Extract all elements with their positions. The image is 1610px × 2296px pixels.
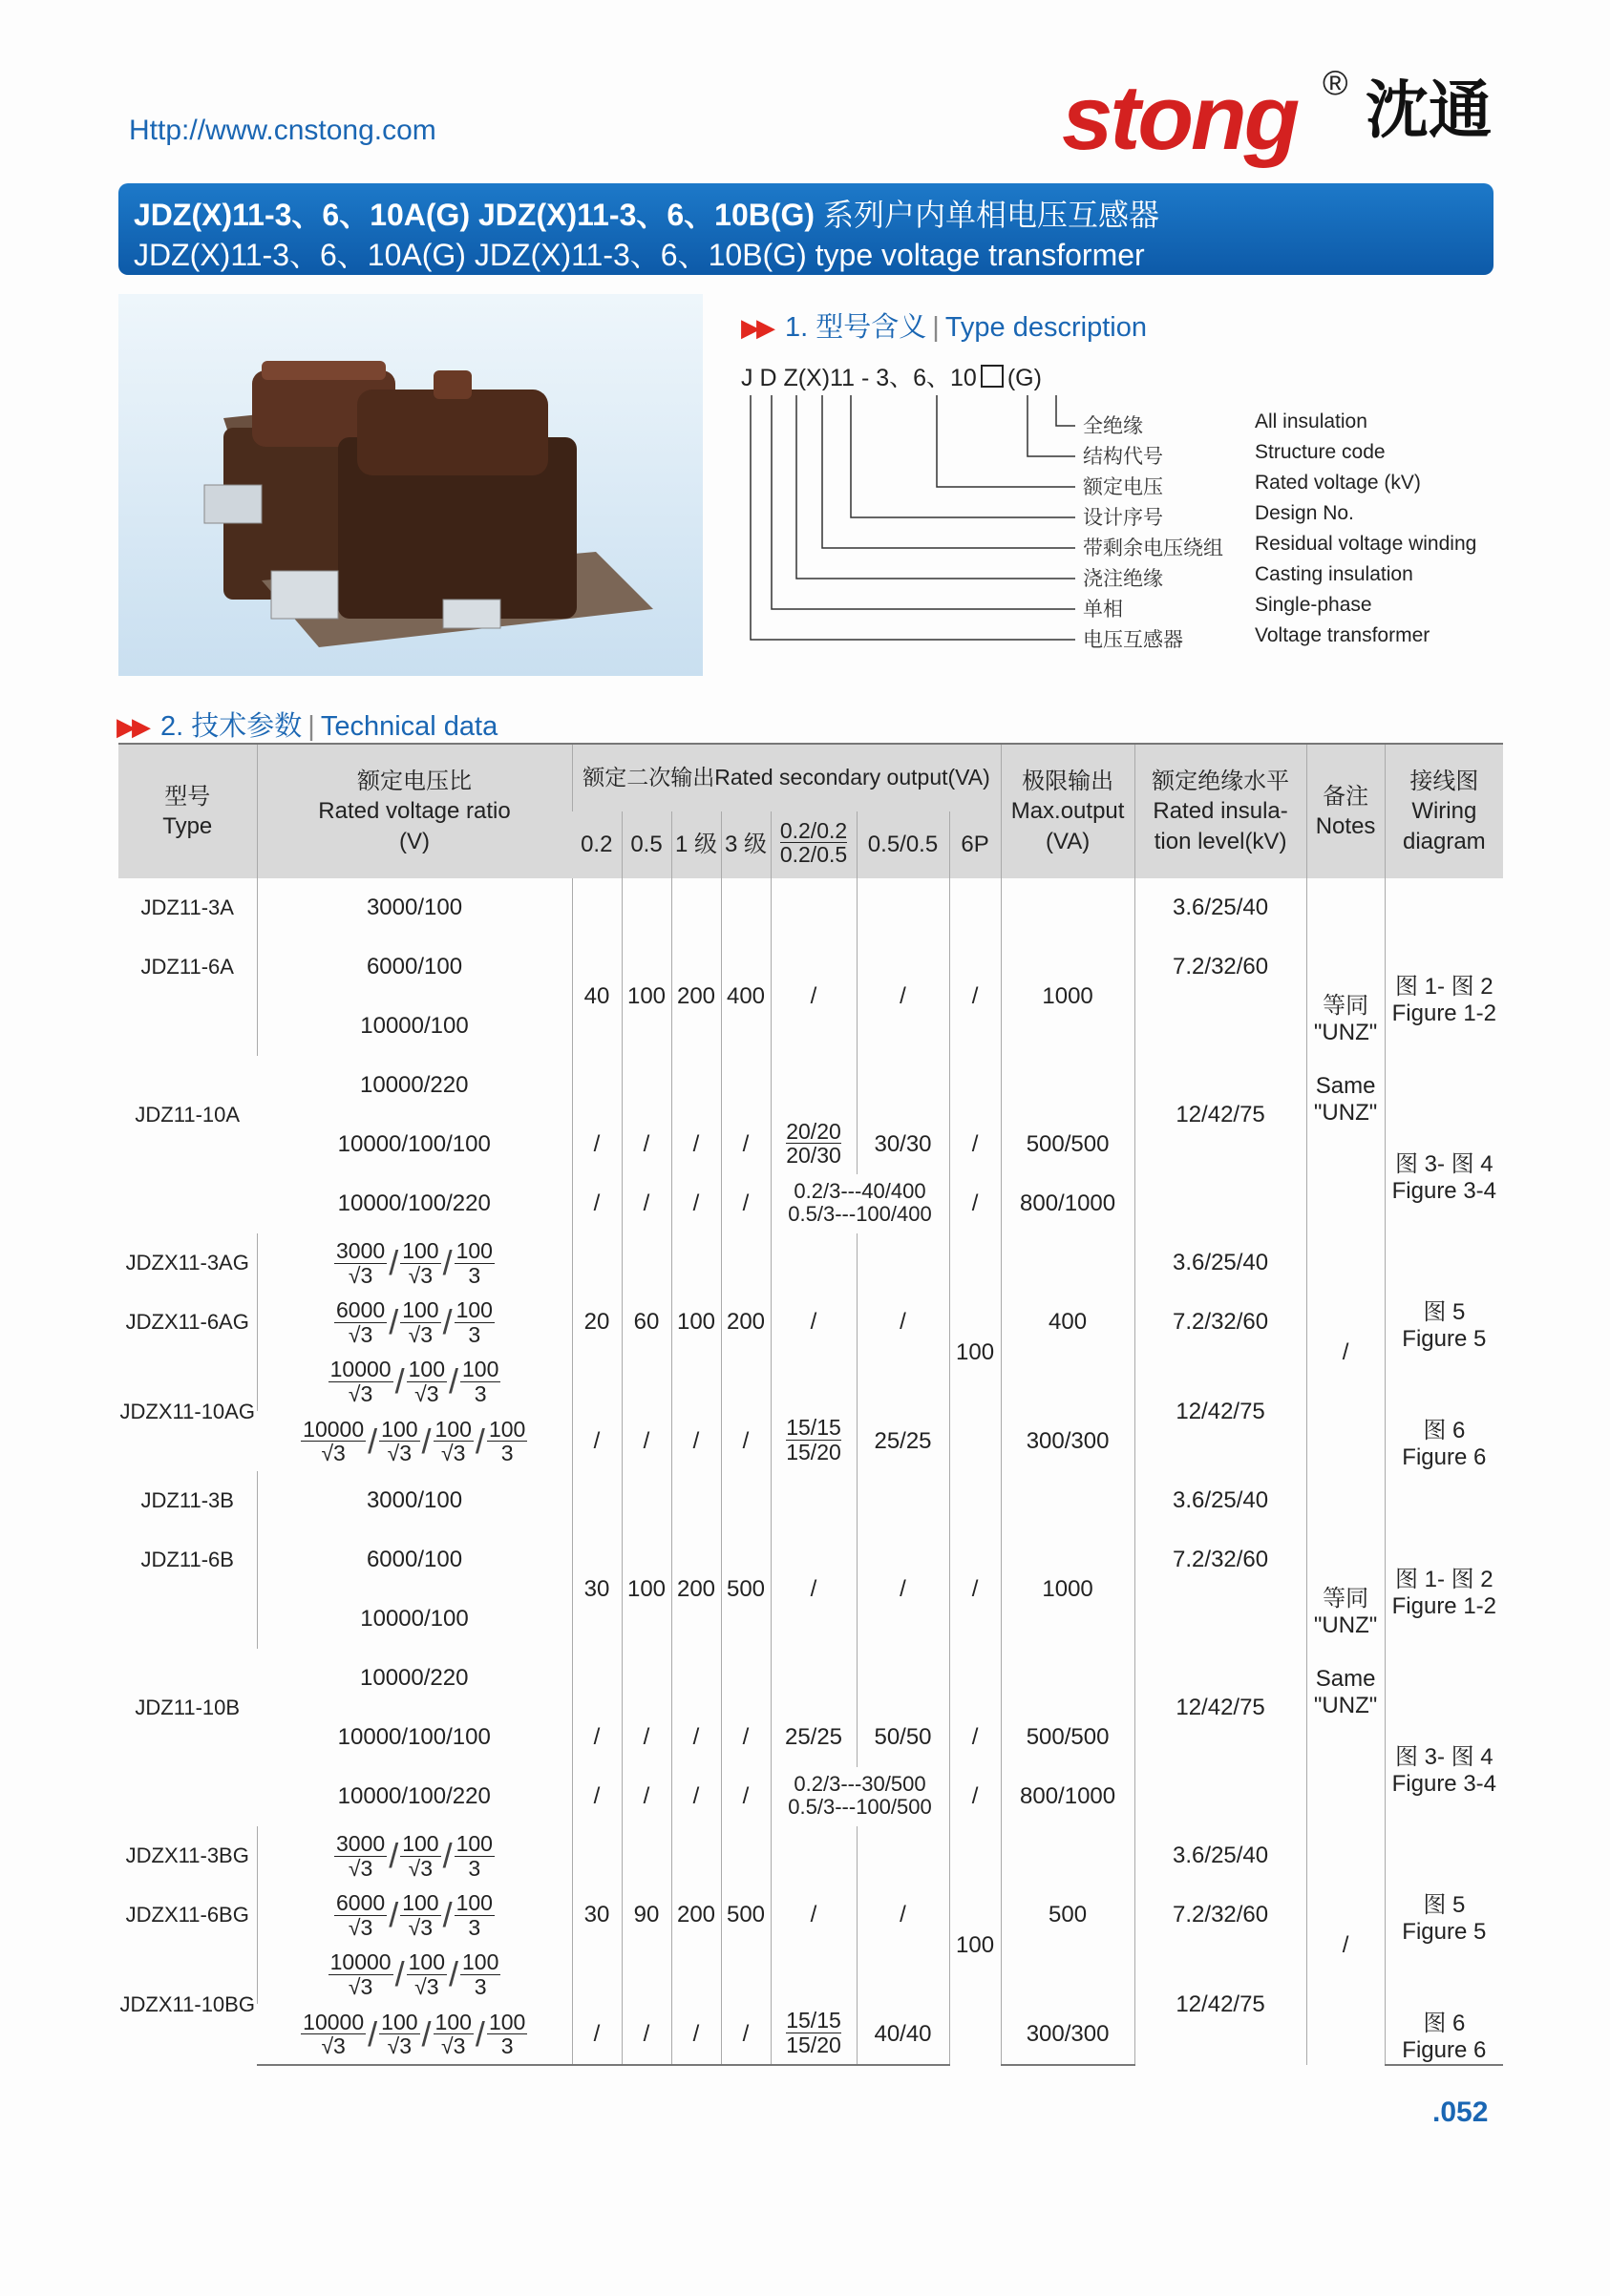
type-desc-cn: 额定电压 <box>1083 476 1163 498</box>
max-output: 300/300 <box>1001 2004 1134 2065</box>
ratio-fraction-primary: $\frac{10000}{√3}$ <box>303 2009 365 2058</box>
type-desc-en: Structure code <box>1255 441 1386 463</box>
fraction-slash: / <box>442 1243 453 1282</box>
ratio-fraction-over-3: $\frac{100}{3}$ <box>455 1297 493 1347</box>
notes-cell: / <box>1306 1826 1385 2065</box>
ratio-fraction-secondary: $\frac{100}{√3}$ <box>402 1831 439 1881</box>
type-desc-cn: 设计序号 <box>1083 507 1163 529</box>
ratio-fraction-secondary: $\frac{100}{√3}$ <box>434 1416 472 1465</box>
header-type: 型号 Type <box>118 744 257 878</box>
type-code <box>741 359 1042 393</box>
ratio-cell <box>257 1945 572 2004</box>
empty-slash: / <box>572 1115 622 1174</box>
output-0505: / <box>857 1471 949 1708</box>
type-desc-en: Single-phase <box>1255 594 1372 616</box>
section-title-en: Technical data <box>320 711 498 742</box>
ratio-cell: 10000/100 <box>257 1590 572 1649</box>
ratio-fraction-primary: $\frac{3000}{√3}$ <box>336 1238 386 1288</box>
output-1: 100 <box>671 1233 721 1411</box>
empty-slash: / <box>721 1411 771 1471</box>
ratio-fraction-secondary: $\frac{100}{√3}$ <box>381 2009 418 2058</box>
insulation-cell: 7.2/32/60 <box>1134 937 1306 997</box>
fraction-slash: / <box>394 1361 405 1401</box>
output-0202: 25/25 <box>771 1708 857 1767</box>
insulation-cell: 7.2/32/60 <box>1134 1530 1306 1590</box>
output-02: 40 <box>572 878 622 1115</box>
empty-slash: / <box>671 1174 721 1233</box>
section-technical-data-title <box>117 705 498 744</box>
max-output: 500/500 <box>1001 1708 1134 1767</box>
max-output: 1000 <box>1001 878 1134 1115</box>
notes-cell: 等同 "UNZ" Same "UNZ" <box>1306 1471 1385 1826</box>
ratio-cell: 10000/100/220 <box>337 1190 491 1216</box>
ratio-cell <box>257 1352 572 1411</box>
ratio-fraction-primary: $\frac{3000}{√3}$ <box>336 1831 386 1881</box>
type-cell: JDZX11-6BG <box>125 1903 249 1927</box>
fraction-slash: / <box>448 1361 458 1401</box>
type-desc-en: Design No. <box>1255 502 1354 524</box>
ratio-fraction-over-3: $\frac{100}{3}$ <box>455 1238 493 1288</box>
header-wiring: 接线图 Wiring diagram <box>1385 744 1503 878</box>
ratio-cell <box>257 1411 572 1471</box>
type-cell: JDZX11-3AG <box>125 1251 249 1274</box>
ratio-cell: 10000/220 <box>360 1665 469 1691</box>
max-output: 800/1000 <box>1001 1174 1134 1233</box>
ratio-cell <box>257 1885 572 1945</box>
ratio-fraction-primary: $\frac{6000}{√3}$ <box>336 1890 386 1940</box>
empty-slash: / <box>572 1767 622 1826</box>
table-row <box>118 1826 1503 1885</box>
header-notes: 备注 Notes <box>1306 744 1385 878</box>
output-02: 30 <box>572 1826 622 2004</box>
wiring-cell: 图 3- 图 4 Figure 3-4 <box>1385 1708 1503 1826</box>
empty-slash: / <box>622 2004 671 2065</box>
header-secondary-output: 额定二次输出Rated secondary output(VA) <box>572 744 1001 811</box>
section-number: 2. <box>160 711 184 742</box>
ratio-cell: 10000/100/100 <box>337 1724 491 1750</box>
fraction-slash: / <box>389 1243 399 1282</box>
ratio-cell: 6000/100 <box>257 937 572 997</box>
empty-slash: / <box>622 1708 671 1767</box>
empty-slash: / <box>671 1411 721 1471</box>
insulation-cell: 3.6/25/40 <box>1134 1233 1306 1293</box>
empty-slash: / <box>721 2004 771 2065</box>
table-row <box>118 1471 1503 1530</box>
type-desc-en: Rated voltage (kV) <box>1255 472 1421 494</box>
fraction-slash: / <box>421 2013 432 2054</box>
empty-slash: / <box>671 1708 721 1767</box>
ratio-fraction-over-3: $\frac{100}{3}$ <box>455 1831 493 1881</box>
empty-slash: / <box>721 1708 771 1767</box>
header-class-0505: 0.5/0.5 <box>857 811 949 878</box>
output-0505: / <box>857 1233 949 1411</box>
empty-slash: / <box>721 1115 771 1174</box>
fraction-slash: / <box>448 1954 458 1993</box>
empty-slash: / <box>572 2004 622 2065</box>
ratio-fraction-secondary: $\frac{100}{√3}$ <box>408 1357 445 1406</box>
wiring-cell: 图 5 Figure 5 <box>1385 1826 1503 2004</box>
title-separator: | <box>932 312 940 343</box>
output-05: 100 <box>622 1471 671 1708</box>
empty-slash: / <box>721 1174 771 1233</box>
max-output: 800/1000 <box>1001 1767 1134 1826</box>
ratio-cell <box>257 1233 572 1293</box>
type-cell: JDZX11-10BG <box>119 1992 255 2016</box>
section-number: 1. <box>785 312 809 343</box>
fraction-slash: / <box>389 1302 399 1341</box>
ratio-fraction-primary: $\frac{10000}{√3}$ <box>329 1357 392 1406</box>
output-05: 60 <box>622 1233 671 1411</box>
type-desc-en: Casting insulation <box>1255 563 1413 585</box>
ratio-cell: 10000/220 <box>360 1072 469 1098</box>
insulation-cell: 3.6/25/40 <box>1134 878 1306 937</box>
fraction-slash: / <box>389 1836 399 1875</box>
ratio-fraction-primary: $\frac{10000}{√3}$ <box>329 1949 392 1999</box>
type-code-prefix: J D Z(X)11 - 3、6、10 <box>741 365 977 391</box>
type-desc-en: Residual voltage winding <box>1255 533 1477 555</box>
max-output: 300/300 <box>1001 1411 1134 1471</box>
section-title-en: Type description <box>944 312 1147 343</box>
wiring-cell: 图 3- 图 4 Figure 3-4 <box>1385 1115 1503 1233</box>
insulation-cell: 3.6/25/40 <box>1134 1471 1306 1530</box>
type-cell: JDZX11-10AG <box>119 1399 255 1423</box>
insulation-cell: 12/42/75 <box>1134 997 1306 1233</box>
wiring-cell: 图 6 Figure 6 <box>1385 2004 1503 2065</box>
output-1: 200 <box>671 1471 721 1708</box>
output-6p: 100 <box>949 1826 1001 2065</box>
insulation-cell: 3.6/25/40 <box>1134 1826 1306 1885</box>
output-0202: $\frac{20/20}{20/30}$ <box>771 1115 857 1174</box>
output-6p: 100 <box>949 1233 1001 1471</box>
type-cell: JDZ11-10B <box>135 1696 241 1719</box>
insulation-cell: 12/42/75 <box>1134 1945 1306 2065</box>
header-class-3: 3 级 <box>721 811 771 878</box>
output-0202: / <box>771 1471 857 1708</box>
ratio-cell: 3000/100 <box>257 878 572 937</box>
type-cell: JDZ11-6B <box>140 1548 234 1571</box>
output-3: 500 <box>721 1826 771 2004</box>
ratio-cell: 10000/100/220 <box>337 1783 491 1809</box>
header-ratio: 额定电压比 Rated voltage ratio (V) <box>257 744 572 878</box>
empty-slash: / <box>622 1115 671 1174</box>
ratio-cell: 10000/100/100 <box>337 1131 491 1157</box>
output-0202: / <box>771 878 857 1115</box>
empty-slash: / <box>671 2004 721 2065</box>
max-output: 1000 <box>1001 1471 1134 1708</box>
empty-slash: / <box>572 1411 622 1471</box>
checkbox-square-icon <box>981 365 1004 388</box>
insulation-cell: 12/42/75 <box>1134 1352 1306 1471</box>
type-desc-cn: 浇注绝缘 <box>1083 568 1163 590</box>
wiring-cell: 图 6 Figure 6 <box>1385 1411 1503 1471</box>
output-0505: 30/30 <box>857 1115 949 1174</box>
max-output: 400 <box>1001 1233 1134 1411</box>
double-arrow-icon: ▶▶ <box>741 313 772 342</box>
ratio-fraction-secondary: $\frac{100}{√3}$ <box>381 1416 418 1465</box>
banner-title-cn <box>134 191 1159 235</box>
type-cell: JDZ11-10A <box>135 1103 241 1127</box>
output-6p: / <box>949 1767 1001 1826</box>
ratio-fraction-over-3: $\frac{100}{3}$ <box>488 2009 526 2058</box>
ratio-cell: 3000/100 <box>257 1471 572 1530</box>
fraction-slash: / <box>475 1421 485 1461</box>
ratio-cell <box>257 1293 572 1352</box>
ratio-cell <box>257 2004 572 2065</box>
ratio-fraction-primary: $\frac{6000}{√3}$ <box>336 1297 386 1347</box>
type-desc-cn: 结构代号 <box>1083 446 1163 468</box>
title-banner <box>118 183 1493 275</box>
insulation-cell: 7.2/32/60 <box>1134 1293 1306 1352</box>
wiring-cell: 图 1- 图 2 Figure 1-2 <box>1385 1471 1503 1708</box>
fraction-slash: / <box>389 1895 399 1934</box>
registered-mark: ® <box>1323 63 1348 102</box>
ratio-fraction-secondary: $\frac{100}{√3}$ <box>402 1297 439 1347</box>
empty-slash: / <box>622 1174 671 1233</box>
output-0202: / <box>771 1233 857 1411</box>
fraction-slash: / <box>442 1895 453 1934</box>
technical-data-table <box>118 743 1503 2066</box>
ratio-fraction-over-3: $\frac{100}{3}$ <box>462 1357 499 1406</box>
output-02: 30 <box>572 1471 622 1708</box>
wiring-cell: 图 1- 图 2 Figure 1-2 <box>1385 878 1503 1115</box>
type-code-leader-lines <box>741 390 1094 649</box>
empty-slash: / <box>721 1767 771 1826</box>
empty-slash: / <box>622 1411 671 1471</box>
type-code-suffix: (G) <box>1006 365 1042 391</box>
output-1: 200 <box>671 878 721 1115</box>
type-desc-cn: 单相 <box>1083 599 1123 621</box>
brand-logo-chinese: 沈通 <box>1366 74 1492 145</box>
section-type-description-title <box>741 305 1147 345</box>
type-cell: JDZ11-3A <box>140 895 234 919</box>
banner-title-en: JDZ(X)11-3、6、10A(G) JDZ(X)11-3、6、10B(G) type voltage transformer <box>134 238 1145 272</box>
header-class-1: 1 级 <box>671 811 721 878</box>
insulation-cell: 7.2/32/60 <box>1134 1885 1306 1945</box>
output-combined: 0.2/3---30/500 0.5/3---100/500 <box>771 1767 949 1826</box>
brand-logo: stong <box>1062 67 1298 169</box>
header-class-05: 0.5 <box>622 811 671 878</box>
output-0505: 50/50 <box>857 1708 949 1767</box>
output-1: 200 <box>671 1826 721 2004</box>
type-cell: JDZ11-6A <box>140 955 234 979</box>
output-3: 200 <box>721 1233 771 1411</box>
output-05: 90 <box>622 1826 671 2004</box>
output-0202: $\frac{15/15}{15/20}$ <box>771 1411 857 1471</box>
output-05: 100 <box>622 878 671 1115</box>
banner-title-models: JDZ(X)11-3、6、10A(G) JDZ(X)11-3、6、10B(G) <box>134 198 816 232</box>
output-0505: 25/25 <box>857 1411 949 1471</box>
ratio-cell <box>257 1826 572 1885</box>
ratio-fraction-secondary: $\frac{100}{√3}$ <box>402 1238 439 1288</box>
wiring-cell: 图 5 Figure 5 <box>1385 1233 1503 1411</box>
ratio-fraction-secondary: $\frac{100}{√3}$ <box>434 2009 472 2058</box>
table-row <box>118 1233 1503 1293</box>
type-desc-en: Voltage transformer <box>1255 624 1430 646</box>
empty-slash: / <box>671 1767 721 1826</box>
header-class-02: 0.2 <box>572 811 622 878</box>
fraction-slash: / <box>368 1421 378 1461</box>
notes-cell: 等同 "UNZ" Same "UNZ" <box>1306 878 1385 1233</box>
header-class-0202: $\frac{0.2/0.2}{0.2/0.5}$ <box>771 811 857 878</box>
fraction-slash: / <box>442 1302 453 1341</box>
output-0505: / <box>857 1826 949 2004</box>
ratio-fraction-secondary: $\frac{100}{√3}$ <box>402 1890 439 1940</box>
type-cell: JDZX11-6AG <box>125 1310 249 1334</box>
table-row <box>118 878 1503 937</box>
header-insulation: 额定绝缘水平 Rated insula- tion level(kV) <box>1134 744 1306 878</box>
ratio-fraction-primary: $\frac{10000}{√3}$ <box>303 1416 365 1465</box>
output-0202: $\frac{15/15}{15/20}$ <box>771 2004 857 2065</box>
output-6p: / <box>949 1174 1001 1233</box>
empty-slash: / <box>572 1174 622 1233</box>
double-arrow-icon: ▶▶ <box>117 712 147 741</box>
insulation-cell: 12/42/75 <box>1134 1590 1306 1826</box>
notes-cell: / <box>1306 1233 1385 1471</box>
empty-slash: / <box>572 1708 622 1767</box>
ratio-cell: 10000/100 <box>257 997 572 1056</box>
max-output: 500 <box>1001 1826 1134 2004</box>
output-6p: / <box>949 1708 1001 1767</box>
output-6p: / <box>949 1471 1001 1708</box>
type-desc-en: All insulation <box>1255 411 1367 432</box>
output-3: 500 <box>721 1471 771 1708</box>
title-separator: | <box>307 711 315 742</box>
tech-table <box>118 743 1503 2066</box>
ratio-cell: 6000/100 <box>257 1530 572 1590</box>
type-cell: JDZX11-3BG <box>125 1843 249 1867</box>
section-title-cn: 技术参数 <box>191 711 303 742</box>
section-title-cn: 型号含义 <box>816 312 927 343</box>
fraction-slash: / <box>442 1836 453 1875</box>
website-url[interactable]: Http://www.cnstong.com <box>129 115 436 146</box>
empty-slash: / <box>671 1115 721 1174</box>
fraction-slash: / <box>394 1954 405 1993</box>
type-desc-cn: 带剩余电压绕组 <box>1083 537 1223 559</box>
type-desc-cn: 全绝缘 <box>1083 415 1143 437</box>
header-max-output: 极限输出 Max.output (VA) <box>1001 744 1134 878</box>
output-0505: 40/40 <box>857 2004 949 2065</box>
type-desc-cn: 电压互感器 <box>1083 629 1183 651</box>
fraction-slash: / <box>421 1421 432 1461</box>
page-number: .052 <box>1432 2096 1489 2128</box>
output-combined: 0.2/3---40/400 0.5/3---100/400 <box>771 1174 949 1233</box>
output-6p: / <box>949 878 1001 1115</box>
max-output: 500/500 <box>1001 1115 1134 1174</box>
ratio-fraction-secondary: $\frac{100}{√3}$ <box>408 1949 445 1999</box>
output-0202: / <box>771 1826 857 2004</box>
fraction-slash: / <box>475 2013 485 2054</box>
banner-title-cn-text: 系列户内单相电压互感器 <box>815 198 1159 232</box>
output-6p: / <box>949 1115 1001 1174</box>
product-photo <box>118 294 703 676</box>
transformer-illustration <box>118 294 703 676</box>
empty-slash: / <box>622 1767 671 1826</box>
header-class-6p: 6P <box>949 811 1001 878</box>
ratio-fraction-over-3: $\frac{100}{3}$ <box>455 1890 493 1940</box>
output-3: 400 <box>721 878 771 1115</box>
type-cell: JDZ11-3B <box>140 1488 234 1512</box>
output-0505: / <box>857 878 949 1115</box>
output-02: 20 <box>572 1233 622 1411</box>
ratio-fraction-over-3: $\frac{100}{3}$ <box>462 1949 499 1999</box>
fraction-slash: / <box>368 2013 378 2054</box>
ratio-fraction-over-3: $\frac{100}{3}$ <box>488 1416 526 1465</box>
